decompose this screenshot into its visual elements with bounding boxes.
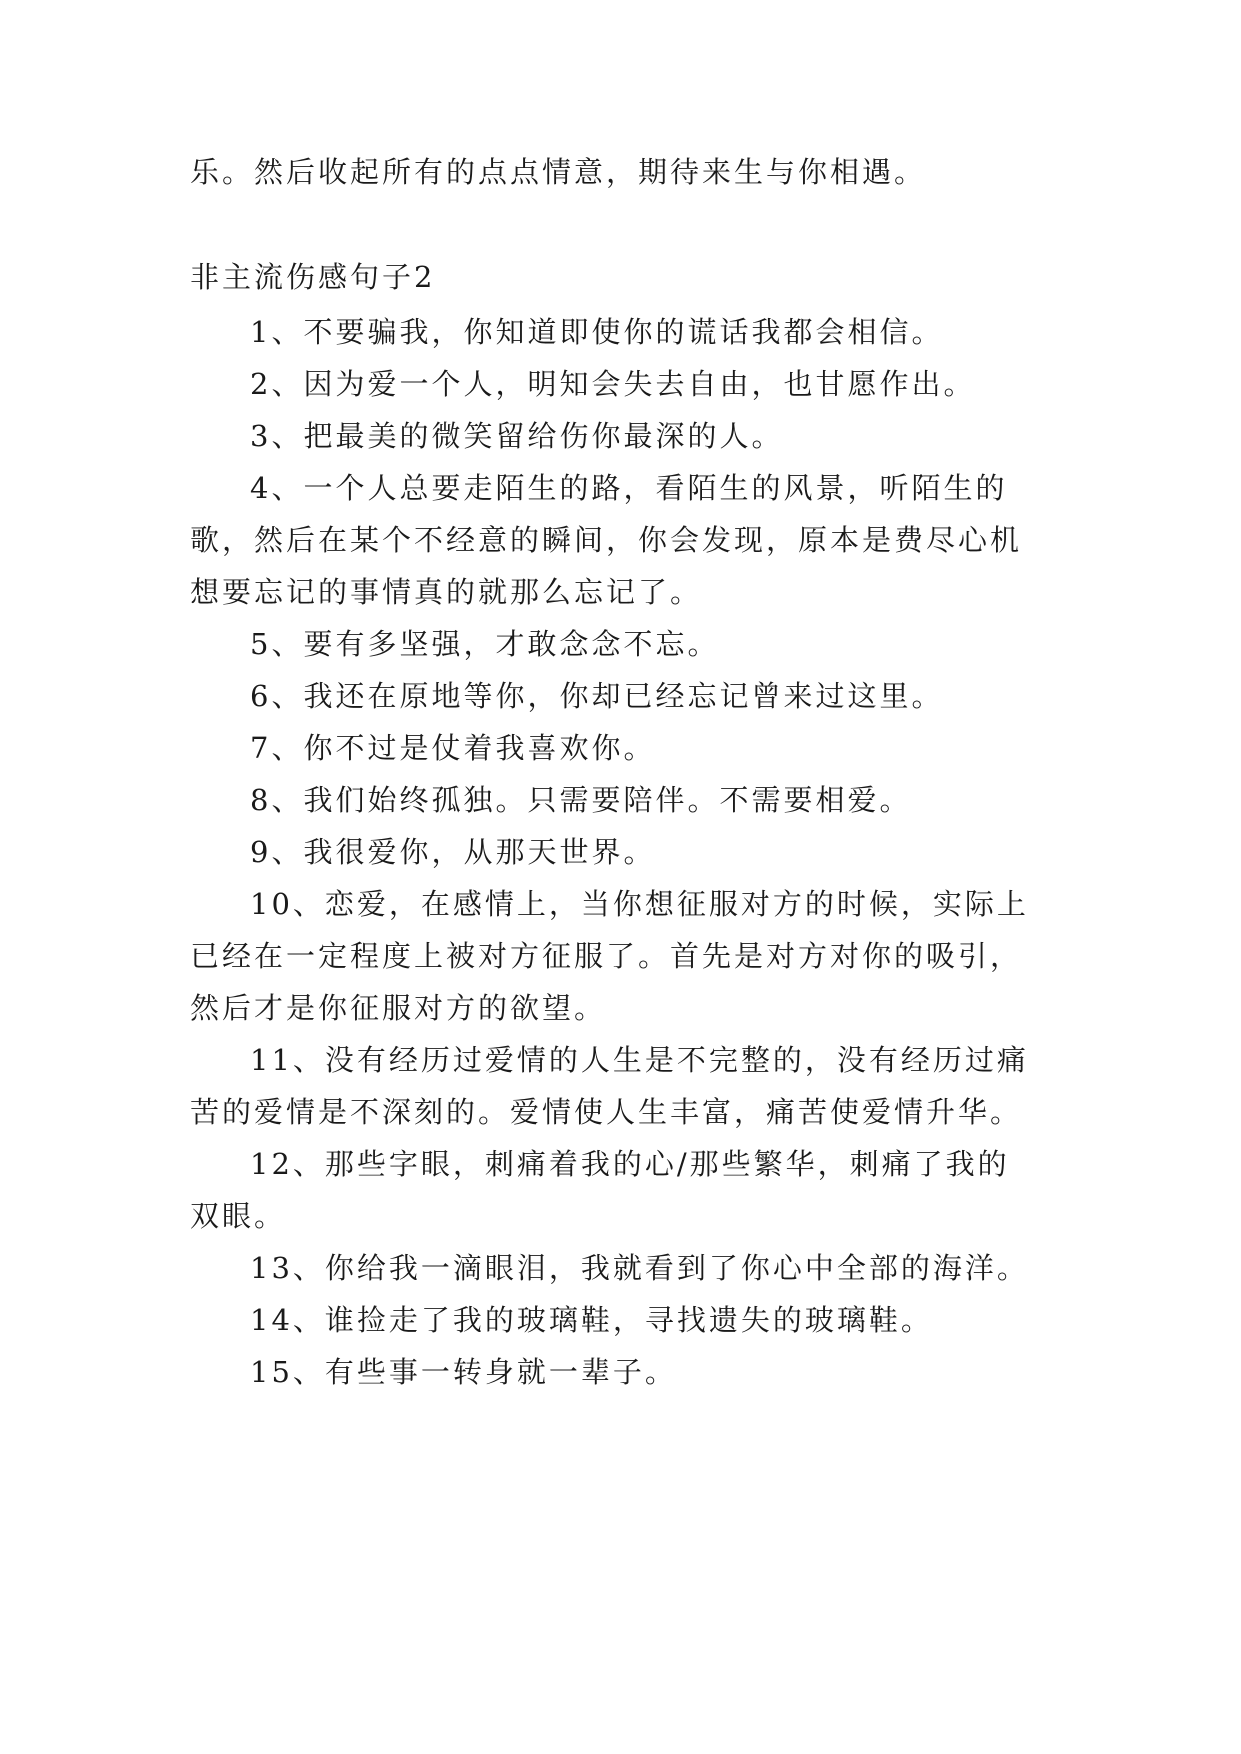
list-item-6: 6、我还在原地等你，你却已经忘记曾来过这里。	[250, 679, 944, 713]
list-item-10-line-1: 10、恋爱，在感情上，当你想征服对方的时候，实际上	[250, 887, 1029, 921]
list-item-13: 13、你给我一滴眼泪，我就看到了你心中全部的海洋。	[250, 1251, 1029, 1285]
intro-tail-text: 乐。然后收起所有的点点情意，期待来生与你相遇。	[190, 155, 927, 189]
list-item-9: 9、我很爱你，从那天世界。	[250, 835, 656, 869]
list-item-8: 8、我们始终孤独。只需要陪伴。不需要相爱。	[250, 783, 912, 817]
list-item-5: 5、要有多坚强，才敢念念不忘。	[250, 627, 720, 661]
section-title: 非主流伤感句子2	[190, 260, 436, 294]
list-item-10-line-2: 已经在一定程度上被对方征服了。首先是对方对你的吸引，	[190, 939, 1023, 973]
list-item-4-line-3: 想要忘记的事情真的就那么忘记了。	[190, 575, 703, 609]
list-item-4-line-1: 4、一个人总要走陌生的路，看陌生的风景，听陌生的	[250, 471, 1008, 505]
list-item-7: 7、你不过是仗着我喜欢你。	[250, 731, 656, 765]
list-item-11-line-1: 11、没有经历过爱情的人生是不完整的，没有经历过痛	[250, 1043, 1029, 1077]
list-item-12-line-1: 12、那些字眼，刺痛着我的心/那些繁华，刺痛了我的	[250, 1147, 1010, 1181]
list-item-15: 15、有些事一转身就一辈子。	[250, 1355, 677, 1389]
list-item-4-line-2: 歌，然后在某个不经意的瞬间，你会发现，原本是费尽心机	[190, 523, 1023, 557]
list-item-1: 1、不要骗我，你知道即使你的谎话我都会相信。	[250, 315, 944, 349]
list-item-10-line-3: 然后才是你征服对方的欲望。	[190, 991, 607, 1025]
list-item-11-line-2: 苦的爱情是不深刻的。爱情使人生丰富，痛苦使爱情升华。	[190, 1095, 1023, 1129]
list-item-12-line-2: 双眼。	[190, 1199, 287, 1233]
list-item-3: 3、把最美的微笑留给伤你最深的人。	[250, 419, 784, 453]
list-item-2: 2、因为爱一个人，明知会失去自由，也甘愿作出。	[250, 367, 976, 401]
list-item-14: 14、谁捡走了我的玻璃鞋，寻找遗失的玻璃鞋。	[250, 1303, 933, 1337]
